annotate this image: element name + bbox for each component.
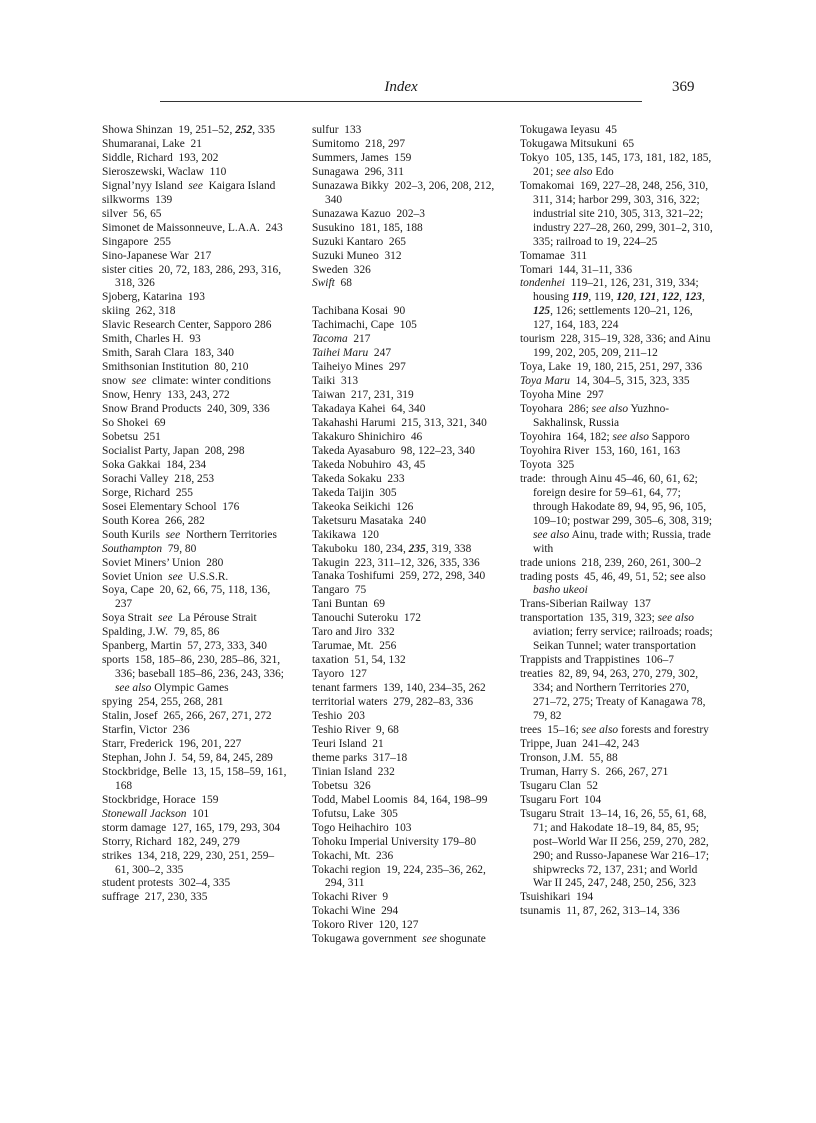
index-entry: Takakuro Shinichiro 46 (312, 430, 423, 443)
index-entry: Tanaka Toshifumi 259, 272, 298, 340 (312, 570, 486, 583)
index-entry: sister cities 20, 72, 183, 286, 293, 316, 318, 326 (102, 263, 282, 290)
index-entry: Tanouchi Suteroku 172 (312, 612, 421, 625)
index-entry: Spanberg, Martin 57, 273, 333, 340 (102, 640, 267, 653)
index-entry: Sorge, Richard 255 (102, 486, 193, 499)
index-entry: Sjoberg, Katarina 193 (102, 291, 205, 304)
index-entry: Toyota 325 (520, 458, 575, 471)
index-entry: Stockbridge, Horace 159 (102, 793, 219, 806)
index-entry: Susukino 181, 185, 188 (312, 221, 423, 234)
index-entry: Soka Gakkai 184, 234 (102, 458, 207, 471)
index-entry: Tokugawa government see shogunate (312, 933, 486, 946)
index-entry: Tofutsu, Lake 305 (312, 807, 398, 820)
index-entry: snow see climate: winter conditions (102, 375, 271, 388)
index-entry: Smith, Sarah Clara 183, 340 (102, 347, 234, 360)
index-entry: Snow, Henry 133, 243, 272 (102, 389, 230, 402)
index-entry: Tokugawa Mitsukuni 65 (520, 137, 635, 150)
index-entry: Togo Heihachiro 103 (312, 821, 412, 834)
index-entry: Teuri Island 21 (312, 737, 384, 750)
index-entry: tenant farmers 139, 140, 234–35, 262 (312, 682, 486, 695)
index-entry: Sosei Elementary School 176 (102, 500, 240, 513)
index-entry: Sino-Japanese War 217 (102, 249, 212, 262)
index-entry: Tsugaru Fort 104 (520, 793, 602, 806)
index-entry: Toya, Lake 19, 180, 215, 251, 297, 336 (520, 361, 703, 374)
index-entry: Tsugaru Strait 13–14, 16, 26, 55, 61, 68, 71; and Hakodate 18–19, 84, 85, 95; post–World War II 256, 259, 270, 282, 290; and Russo-Japanese War 216–17; shipwrecks 72, 137, 231; and World War II 245, 247, 248, 250, 256, 323 (520, 807, 710, 890)
index-entry: Tarumae, Mt. 256 (312, 640, 397, 653)
index-column-3 (520, 124, 714, 919)
index-entry: Tachimachi, Cape 105 (312, 319, 417, 332)
index-entry: Southampton 79, 80 (102, 542, 197, 555)
index-entry: strikes 134, 218, 229, 230, 251, 259–61, 300–2, 335 (102, 849, 275, 876)
header-rule (160, 101, 642, 102)
index-column-1 (102, 124, 288, 905)
index-entry: Tsugaru Clan 52 (520, 779, 598, 792)
index-entry: Tohoku Imperial University 179–80 (312, 835, 477, 848)
index-entry: Smithsonian Institution 80, 210 (102, 361, 249, 374)
index-entry: Stockbridge, Belle 13, 15, 158–59, 161, 168 (102, 765, 287, 792)
index-entry: Toyohira 164, 182; see also Sapporo (520, 430, 690, 443)
index-entry: Shumaranai, Lake 21 (102, 137, 202, 150)
page-number: 369 (672, 79, 695, 95)
index-entry: suffrage 217, 230, 335 (102, 891, 208, 904)
index-entry: skiing 262, 318 (102, 305, 176, 318)
index-entry: tondenhei 119–21, 126, 231, 319, 334; housing 119, 119, 120, 121, 122, 123, 125, 126; settlements 120–21, 126, 127, 164, 183, 224 (520, 277, 705, 332)
index-entry: Snow Brand Products 240, 309, 336 (102, 403, 270, 416)
index-entry: Soya, Cape 20, 62, 66, 75, 118, 136, 237 (102, 584, 271, 611)
index-entry: Tobetsu 326 (312, 779, 371, 792)
index-entry: Takeoka Seikichi 126 (312, 500, 414, 513)
index-entry: Tokachi Wine 294 (312, 905, 399, 918)
index-entry: Trappists and Trappistines 106–7 (520, 654, 675, 667)
index-entry: Tokugawa Ieyasu 45 (520, 124, 617, 136)
index-entry: Truman, Harry S. 266, 267, 271 (520, 765, 669, 778)
index-entry: trade: through Ainu 45–46, 60, 61, 62; foreign desire for 59–61, 64, 77; through Hakodate 89, 94, 95, 96, 105, 109–10; postwar 299, 305–6, 308, 319; see also Ainu, trade with; Russia, trade with (520, 472, 713, 555)
index-entry: Stephan, John J. 54, 59, 84, 245, 289 (102, 751, 273, 764)
index-entry: Signal’nyy Island see Kaigara Island (102, 179, 276, 192)
index-entry: Takahashi Harumi 215, 313, 321, 340 (312, 417, 487, 429)
index-entry: Tachibana Kosai 90 (312, 305, 406, 318)
index-column-2 (312, 124, 500, 947)
index-entry: Taro and Jiro 332 (312, 626, 395, 639)
index-entry: Tokachi River 9 (312, 891, 389, 904)
index-entry: South Korea 266, 282 (102, 514, 205, 527)
index-entry: Tayoro 127 (312, 668, 367, 681)
index-entry: Summers, James 159 (312, 151, 412, 164)
index-entry: Takikawa 120 (312, 528, 379, 541)
index-entry: Toya Maru 14, 304–5, 315, 323, 335 (520, 375, 690, 388)
index-entry: Starr, Frederick 196, 201, 227 (102, 737, 242, 750)
index-entry: Siddle, Richard 193, 202 (102, 151, 219, 164)
index-entry: treaties 82, 89, 94, 263, 270, 279, 302, 334; and Northern Territories 270, 271–72, 275; Treaty of Kanagawa 78, 79, 82 (520, 668, 706, 723)
index-entry: Stalin, Josef 265, 266, 267, 271, 272 (102, 710, 272, 723)
index-entry: Tokoro River 120, 127 (312, 919, 419, 932)
running-head: Index (384, 79, 418, 95)
index-entry: Tangaro 75 (312, 584, 367, 597)
index-entry: Tinian Island 232 (312, 765, 395, 778)
index-entry: Taihei Maru 247 (312, 347, 392, 360)
index-entry: trading posts 45, 46, 49, 51, 52; see also basho ukeoi (520, 570, 706, 597)
index-entry: Stonewall Jackson 101 (102, 807, 210, 820)
index-entry: Tomamae 311 (520, 249, 588, 262)
index-entry: Teshio 203 (312, 710, 365, 723)
index-entry: spying 254, 255, 268, 281 (102, 696, 224, 709)
index-entry: Suzuki Kantaro 265 (312, 235, 406, 248)
index-entry: Tacoma 217 (312, 333, 371, 346)
index-entry: Storry, Richard 182, 249, 279 (102, 835, 240, 848)
index-entry: Teshio River 9, 68 (312, 723, 399, 736)
index-entry: Takeda Sokaku 233 (312, 472, 405, 485)
index-entry: theme parks 317–18 (312, 751, 408, 764)
index-entry: silver 56, 65 (102, 207, 162, 220)
index-entry: Sunazawa Bikky 202–3, 206, 208, 212, 340 (312, 179, 495, 206)
index-entry: student protests 302–4, 335 (102, 877, 231, 890)
index-entry: Sunagawa 296, 311 (312, 165, 404, 178)
index-entry: Tronson, J.M. 55, 88 (520, 751, 618, 764)
index-entry: Swift 68 (312, 277, 352, 290)
index-entry: Tomakomai 169, 227–28, 248, 256, 310, 311, 314; harbor 299, 303, 316, 322; industrial site 210, 305, 313, 321–22; industry 227–28, 260, 299, 301–2, 310, 335; railroad to 19, 224–25 (520, 179, 713, 248)
index-entry: Socialist Party, Japan 208, 298 (102, 444, 245, 457)
index-entry: Trans-Siberian Railway 137 (520, 598, 651, 611)
index-entry: Sieroszewski, Waclaw 110 (102, 165, 227, 178)
index-entry: Takuboku 180, 234, 235, 319, 338 (312, 542, 472, 555)
index-entry: sulfur 133 (312, 124, 362, 136)
index-entry: silkworms 139 (102, 193, 173, 206)
index-entry: Toyohira River 153, 160, 161, 163 (520, 444, 681, 457)
index-entry: Spalding, J.W. 79, 85, 86 (102, 626, 220, 639)
index-entry: So Shokei 69 (102, 417, 166, 430)
index-entry: trade unions 218, 239, 260, 261, 300–2 (520, 556, 702, 569)
index-entry: Takeda Ayasaburo 98, 122–23, 340 (312, 444, 475, 457)
index-entry: tourism 228, 315–19, 328, 336; and Ainu 199, 202, 205, 209, 211–12 (520, 333, 711, 360)
index-entry: taxation 51, 54, 132 (312, 654, 406, 667)
index-entry: Tokyo 105, 135, 145, 173, 181, 182, 185, 201; see also Edo (520, 151, 712, 178)
index-entry: Soya Strait see La Pérouse Strait (102, 612, 257, 625)
index-entry: Tomari 144, 31–11, 336 (520, 263, 633, 276)
index-entry: Sumitomo 218, 297 (312, 137, 406, 150)
index-entry: sports 158, 185–86, 230, 285–86, 321, 336; baseball 185–86, 236, 243, 336; see also Olympic Games (102, 654, 284, 695)
index-entry: Tsuishikari 194 (520, 891, 594, 904)
index-entry: Simonet de Maissonneuve, L.A.A. 243 (102, 221, 283, 234)
index-entry: Taketsuru Masataka 240 (312, 514, 427, 527)
index-entry: Takeda Nobuhiro 43, 45 (312, 458, 426, 471)
index-entry: Tani Buntan 69 (312, 598, 385, 611)
index-entry: Tokachi region 19, 224, 235–36, 262, 294, 311 (312, 863, 486, 890)
index-entry: Takeda Taijin 305 (312, 486, 397, 499)
index-entry: Taiki 313 (312, 375, 359, 388)
index-entry: storm damage 127, 165, 179, 293, 304 (102, 821, 281, 834)
index-entry: Taiwan 217, 231, 319 (312, 389, 414, 402)
index-entry: Sobetsu 251 (102, 430, 161, 443)
index-entry: Tokachi, Mt. 236 (312, 849, 394, 862)
index-entry: Soviet Miners’ Union 280 (102, 556, 224, 569)
index-entry: Soviet Union see U.S.S.R. (102, 570, 229, 583)
index-entry: Smith, Charles H. 93 (102, 333, 201, 346)
index-entry: Suzuki Muneo 312 (312, 249, 402, 262)
index-entry: Singapore 255 (102, 235, 171, 248)
index-entry: territorial waters 279, 282–83, 336 (312, 696, 474, 709)
index-entry: Showa Shinzan 19, 251–52, 252, 335 (102, 124, 276, 136)
index-entry: Todd, Mabel Loomis 84, 164, 198–99 (312, 793, 488, 806)
index-entry: Sorachi Valley 218, 253 (102, 472, 215, 485)
index-entry: Sunazawa Kazuo 202–3 (312, 207, 425, 220)
index-entry: Taiheiyo Mines 297 (312, 361, 406, 374)
index-entry: South Kurils see Northern Territories (102, 528, 277, 541)
index-entry: Takadaya Kahei 64, 340 (312, 403, 426, 416)
index-entry: Toyoha Mine 297 (520, 389, 604, 402)
index-entry: trees 15–16; see also forests and forestry (520, 723, 709, 736)
index-entry: Slavic Research Center, Sapporo 286 (102, 319, 272, 332)
index-entry: Takugin 223, 311–12, 326, 335, 336 (312, 556, 480, 569)
index-entry: tsunamis 11, 87, 262, 313–14, 336 (520, 905, 680, 918)
index-entry: Trippe, Juan 241–42, 243 (520, 737, 640, 750)
index-entry: transportation 135, 319, 323; see also aviation; ferry service; railroads; roads; Seikan Tunnel; water transportation (520, 612, 713, 653)
index-entry: Toyohara 286; see also Yuzhno-Sakhalinsk, Russia (520, 403, 670, 430)
index-entry: Sweden 326 (312, 263, 371, 276)
index-entry: Starfin, Victor 236 (102, 723, 190, 736)
